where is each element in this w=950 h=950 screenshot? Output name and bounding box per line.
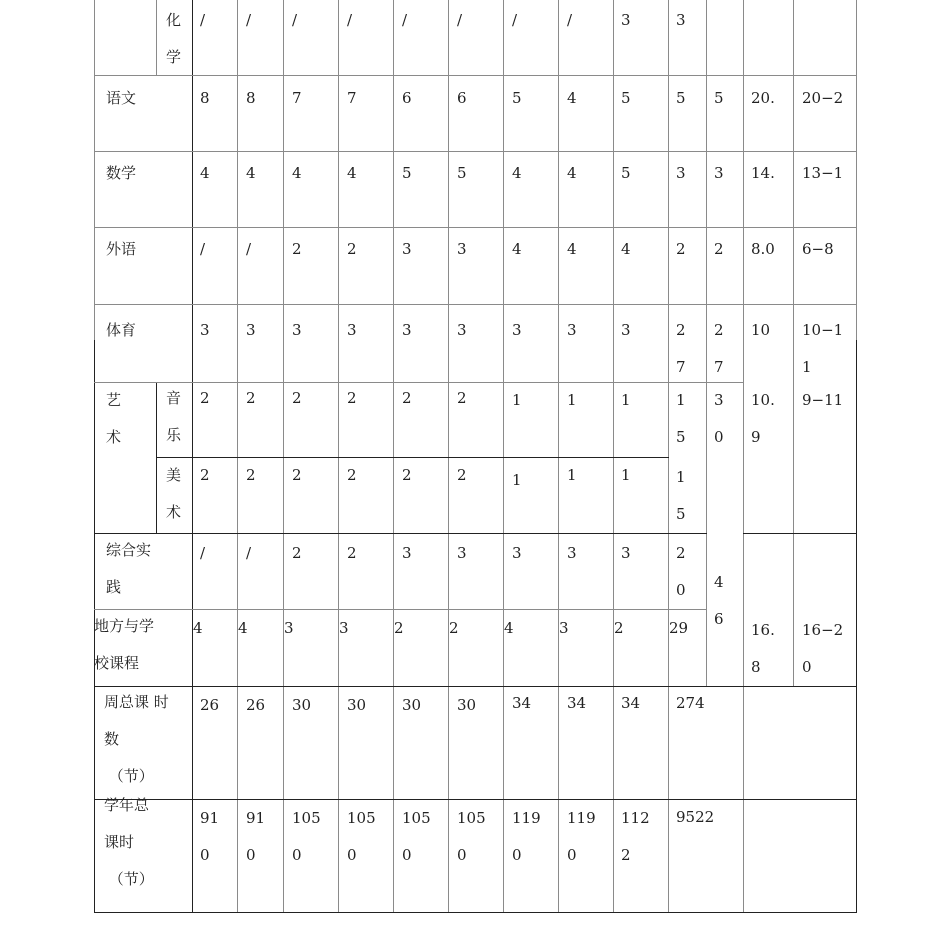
cell-chinese-g9: 5 bbox=[621, 89, 631, 107]
cell-weekly-g5: 30 bbox=[402, 696, 422, 714]
cell-pe-g9: 3 bbox=[621, 321, 631, 339]
cell-pe-pct: 10 bbox=[751, 321, 771, 339]
cell-annual-g6: 105 0 bbox=[457, 809, 486, 864]
cell-weekly-g8: 34 bbox=[567, 694, 587, 712]
cell-foreign-range: 6−8 bbox=[802, 240, 834, 258]
cell-pe-g5: 3 bbox=[402, 321, 412, 339]
cell-annual-g4: 105 0 bbox=[347, 809, 376, 864]
cell-music-g7: 1 bbox=[512, 391, 522, 409]
cell-annual-total: 9522 bbox=[676, 808, 715, 826]
grid-line bbox=[793, 0, 794, 686]
cell-arts-total: 3 0 bbox=[714, 391, 724, 446]
cell-chemistry-g4: / bbox=[347, 11, 353, 29]
cell-local-g4: 3 bbox=[339, 619, 349, 637]
cell-foreign-total: 2 bbox=[676, 240, 686, 258]
grid-line bbox=[856, 0, 857, 340]
cell-practice-g5: 3 bbox=[402, 544, 412, 562]
grid-line bbox=[94, 227, 856, 228]
cell-annual-g5: 105 0 bbox=[402, 809, 431, 864]
cell-weekly-g3: 30 bbox=[292, 696, 312, 714]
cell-annual-g8: 119 0 bbox=[567, 809, 596, 864]
cell-fine-total: 1 5 bbox=[676, 468, 686, 523]
cell-foreign-g9: 4 bbox=[621, 240, 631, 258]
row-label-math: 数学 bbox=[106, 164, 137, 182]
cell-practice-g9: 3 bbox=[621, 544, 631, 562]
cell-practice-g6: 3 bbox=[457, 544, 467, 562]
grid-line bbox=[156, 382, 157, 534]
row-label-pe: 体育 bbox=[106, 321, 137, 339]
cell-annual-g7: 119 0 bbox=[512, 809, 541, 864]
cell-chinese-g3: 7 bbox=[292, 89, 302, 107]
cell-chinese-range: 20−2 bbox=[802, 89, 844, 107]
cell-foreign-g1: / bbox=[200, 240, 206, 258]
cell-foreign-total2: 2 bbox=[714, 240, 724, 258]
cell-local-total: 29 bbox=[669, 619, 689, 637]
cell-math-g1: 4 bbox=[200, 164, 210, 182]
cell-chemistry-g1: / bbox=[200, 11, 206, 29]
cell-fine-g3: 2 bbox=[292, 466, 302, 484]
cell-music-g8: 1 bbox=[567, 391, 577, 409]
cell-local-g1: 4 bbox=[193, 619, 203, 637]
cell-chinese-g2: 8 bbox=[246, 89, 256, 107]
cell-pe-g7: 3 bbox=[512, 321, 522, 339]
cell-math-g6: 5 bbox=[457, 164, 467, 182]
cell-annual-g9: 112 2 bbox=[621, 809, 650, 864]
cell-pe-total: 2 7 bbox=[676, 321, 686, 376]
grid-line bbox=[706, 0, 707, 75]
cell-music-g9: 1 bbox=[621, 391, 631, 409]
cell-chemistry-g9: 3 bbox=[621, 11, 631, 29]
cell-pe-total2: 2 7 bbox=[714, 321, 724, 376]
grid-line bbox=[94, 151, 856, 152]
cell-chinese-g8: 4 bbox=[567, 89, 577, 107]
grid-line bbox=[743, 533, 856, 534]
cell-music-g3: 2 bbox=[292, 389, 302, 407]
row-label-annual-hours: 学年总 课时 （节） bbox=[104, 796, 154, 888]
cell-weekly-g7: 34 bbox=[512, 694, 532, 712]
grid-line bbox=[94, 304, 856, 305]
cell-math-g3: 4 bbox=[292, 164, 302, 182]
row-label-local-school-courses: 地方与学 校课程 bbox=[94, 617, 155, 672]
cell-practice-total: 2 0 bbox=[676, 544, 686, 599]
cell-chemistry-g5: / bbox=[402, 11, 408, 29]
row-label-practice: 综合实 践 bbox=[106, 541, 152, 596]
cell-pe-g6: 3 bbox=[457, 321, 467, 339]
cell-local-g3: 3 bbox=[284, 619, 294, 637]
row-label-chemistry: 化 学 bbox=[166, 11, 182, 66]
grid-line bbox=[94, 75, 856, 76]
cell-annual-g1: 91 0 bbox=[200, 809, 220, 864]
cell-weekly-g2: 26 bbox=[246, 696, 266, 714]
cell-chinese-g6: 6 bbox=[457, 89, 467, 107]
cell-math-g9: 5 bbox=[621, 164, 631, 182]
row-label-fine-arts: 美 术 bbox=[166, 466, 182, 521]
cell-fine-g5: 2 bbox=[402, 466, 412, 484]
cell-pe-range: 10−1 1 bbox=[802, 321, 844, 376]
cell-chemistry-total: 3 bbox=[676, 11, 686, 29]
cell-chinese-g4: 7 bbox=[347, 89, 357, 107]
cell-pe-g4: 3 bbox=[347, 321, 357, 339]
cell-music-g2: 2 bbox=[246, 389, 256, 407]
cell-chinese-total2: 5 bbox=[714, 89, 724, 107]
row-label-music: 音 乐 bbox=[166, 389, 182, 444]
cell-local-g5: 2 bbox=[394, 619, 404, 637]
cell-arts-range: 9−11 bbox=[802, 391, 844, 409]
cell-foreign-g7: 4 bbox=[512, 240, 522, 258]
cell-math-total: 3 bbox=[676, 164, 686, 182]
cell-local-g8: 3 bbox=[559, 619, 569, 637]
cell-math-g2: 4 bbox=[246, 164, 256, 182]
cell-foreign-g6: 3 bbox=[457, 240, 467, 258]
grid-line bbox=[706, 75, 707, 686]
cell-music-g5: 2 bbox=[402, 389, 412, 407]
cell-practice-g4: 2 bbox=[347, 544, 357, 562]
cell-annual-g3: 105 0 bbox=[292, 809, 321, 864]
cell-fine-g2: 2 bbox=[246, 466, 256, 484]
cell-weekly-g6: 30 bbox=[457, 696, 477, 714]
cell-combined-pct: 16. 8 bbox=[751, 621, 775, 676]
cell-chemistry-g6: / bbox=[457, 11, 463, 29]
cell-foreign-g8: 4 bbox=[567, 240, 577, 258]
row-label-foreign-language: 外语 bbox=[106, 240, 137, 258]
cell-foreign-g4: 2 bbox=[347, 240, 357, 258]
cell-fine-g6: 2 bbox=[457, 466, 467, 484]
cell-music-g4: 2 bbox=[347, 389, 357, 407]
cell-chinese-g7: 5 bbox=[512, 89, 522, 107]
cell-chinese-g5: 6 bbox=[402, 89, 412, 107]
cell-chemistry-g8: / bbox=[567, 11, 573, 29]
cell-music-g6: 2 bbox=[457, 389, 467, 407]
cell-chinese-pct: 20. bbox=[751, 89, 775, 107]
cell-arts-pct: 10. 9 bbox=[751, 391, 775, 446]
cell-foreign-pct: 8.0 bbox=[751, 240, 775, 258]
row-label-chinese: 语文 bbox=[106, 89, 137, 107]
cell-combined-total: 4 6 bbox=[714, 573, 724, 628]
cell-practice-g8: 3 bbox=[567, 544, 577, 562]
cell-chemistry-g7: / bbox=[512, 11, 518, 29]
cell-pe-g2: 3 bbox=[246, 321, 256, 339]
cell-combined-range: 16−2 0 bbox=[802, 621, 844, 676]
cell-weekly-g1: 26 bbox=[200, 696, 220, 714]
grid-line bbox=[743, 0, 744, 913]
cell-foreign-g3: 2 bbox=[292, 240, 302, 258]
cell-math-total2: 3 bbox=[714, 164, 724, 182]
cell-music-total: 1 5 bbox=[676, 391, 686, 446]
grid-line bbox=[94, 382, 744, 383]
cell-pe-g8: 3 bbox=[567, 321, 577, 339]
cell-foreign-g5: 3 bbox=[402, 240, 412, 258]
cell-weekly-total: 274 bbox=[676, 694, 705, 712]
grid-line bbox=[156, 0, 157, 75]
grid-line bbox=[94, 912, 856, 913]
cell-practice-g3: 2 bbox=[292, 544, 302, 562]
grid-line bbox=[156, 457, 669, 458]
cell-practice-g2: / bbox=[246, 544, 252, 562]
row-label-arts: 艺 术 bbox=[106, 391, 122, 446]
cell-fine-g8: 1 bbox=[567, 466, 577, 484]
cell-annual-g2: 91 0 bbox=[246, 809, 266, 864]
cell-chemistry-g2: / bbox=[246, 11, 252, 29]
cell-chemistry-g3: / bbox=[292, 11, 298, 29]
cell-pe-g3: 3 bbox=[292, 321, 302, 339]
row-label-weekly-hours: 周总课 时 数 （节） bbox=[104, 693, 169, 785]
cell-math-pct: 14. bbox=[751, 164, 775, 182]
cell-chinese-g1: 8 bbox=[200, 89, 210, 107]
cell-fine-g7: 1 bbox=[512, 471, 522, 489]
cell-local-g9: 2 bbox=[614, 619, 624, 637]
cell-music-g1: 2 bbox=[200, 389, 210, 407]
cell-weekly-g9: 34 bbox=[621, 694, 641, 712]
cell-practice-g1: / bbox=[200, 544, 206, 562]
cell-math-g5: 5 bbox=[402, 164, 412, 182]
cell-fine-g1: 2 bbox=[200, 466, 210, 484]
cell-fine-g9: 1 bbox=[621, 466, 631, 484]
cell-weekly-g4: 30 bbox=[347, 696, 367, 714]
cell-local-g7: 4 bbox=[504, 619, 514, 637]
grid-line bbox=[94, 533, 707, 534]
cell-pe-g1: 3 bbox=[200, 321, 210, 339]
cell-math-g4: 4 bbox=[347, 164, 357, 182]
cell-fine-g4: 2 bbox=[347, 466, 357, 484]
grid-line bbox=[856, 340, 857, 913]
cell-math-g8: 4 bbox=[567, 164, 577, 182]
cell-local-g2: 4 bbox=[238, 619, 248, 637]
cell-foreign-g2: / bbox=[246, 240, 252, 258]
cell-math-range: 13−1 bbox=[802, 164, 844, 182]
cell-local-g6: 2 bbox=[449, 619, 459, 637]
grid-line bbox=[94, 0, 95, 340]
cell-practice-g7: 3 bbox=[512, 544, 522, 562]
cell-chinese-total: 5 bbox=[676, 89, 686, 107]
cell-math-g7: 4 bbox=[512, 164, 522, 182]
